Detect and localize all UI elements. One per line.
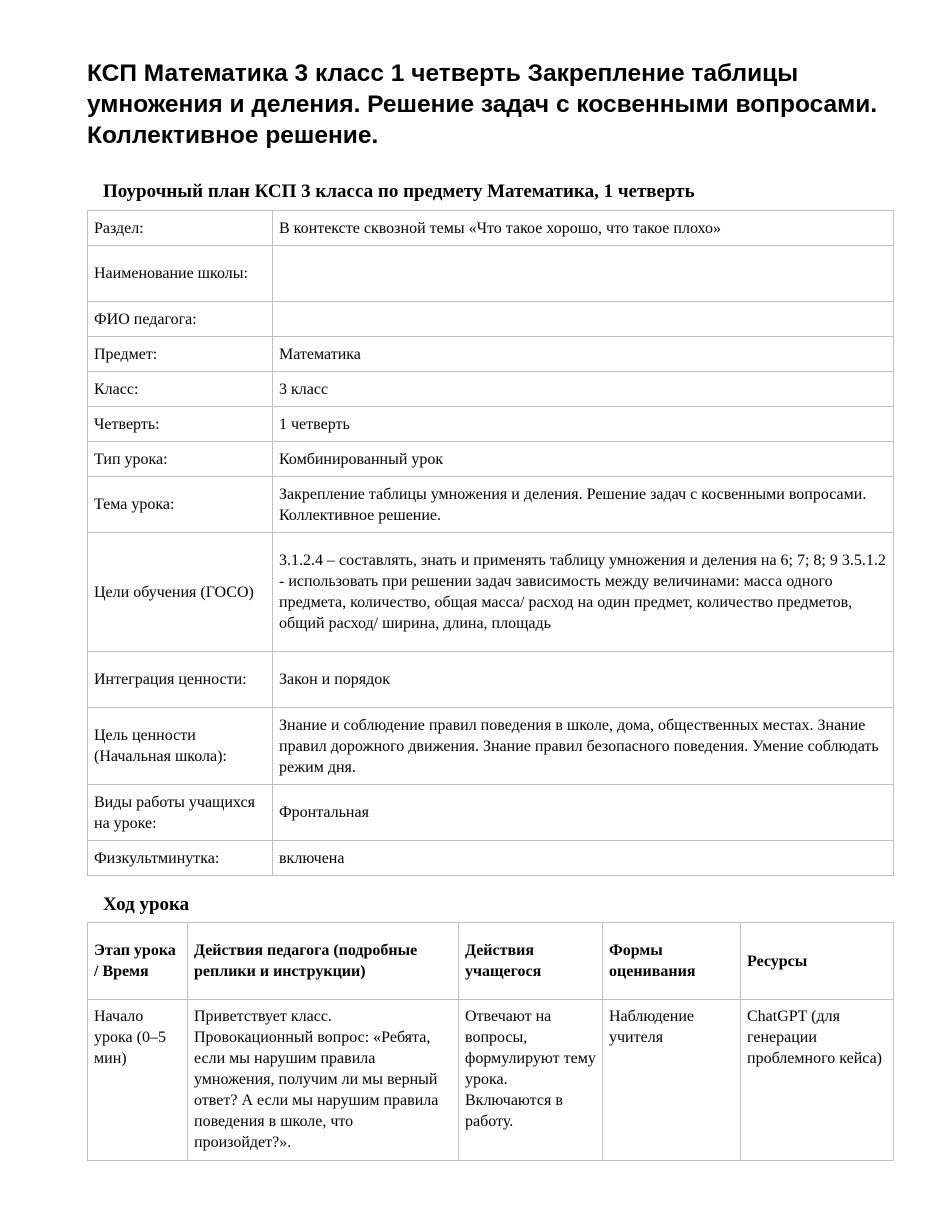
row-value: Знание и соблюдение правил поведения в школе, дома, общественных местах. Знание правил дорожного движения. Знание правил безопасного поведения. Умение соблюдать режим дня. [273,708,894,785]
table-row [88,407,894,442]
lesson-flow-table [87,922,894,1161]
cell-resources: ChatGPT (для генерации проблемного кейса) [741,1000,894,1161]
row-value: 3 класс [273,372,894,407]
row-value: В контексте сквозной темы «Что такое хорошо, что такое плохо» [273,211,894,246]
lesson-plan-table [87,210,894,876]
table-row [88,372,894,407]
table-row [88,1000,894,1161]
row-label: Тема урока: [88,477,273,533]
cell-stage: Начало урока (0–5 мин) [88,1000,188,1161]
row-label: ФИО педагога: [88,302,273,337]
row-value: включена [273,841,894,876]
column-header-resources: Ресурсы [741,923,894,1000]
lesson-flow-heading: Ход урока [103,894,190,915]
column-header-assessment: Формы оценивания [603,923,741,1000]
column-header-student-actions: Действия учащегося [459,923,603,1000]
row-value: Фронтальная [273,785,894,841]
row-value: Математика [273,337,894,372]
cell-student-actions: Отвечают на вопросы, формулируют тему урока. Включаются в работу. [459,1000,603,1161]
row-label: Цель ценности (Начальная школа): [88,708,273,785]
row-label: Интеграция ценности: [88,652,273,708]
row-label: Раздел: [88,211,273,246]
plan-heading: Поурочный план КСП 3 класса по предмету Математика, 1 четверть [103,181,695,202]
table-row [88,477,894,533]
table-header-row [88,923,894,1000]
row-label: Класс: [88,372,273,407]
row-label: Тип урока: [88,442,273,477]
row-label: Цели обучения (ГОСО) [88,533,273,652]
row-label: Наименование школы: [88,246,273,302]
table-row [88,708,894,785]
column-header-stage: Этап урока / Время [88,923,188,1000]
cell-assessment: Наблюдение учителя [603,1000,741,1161]
table-row [88,302,894,337]
table-row [88,442,894,477]
row-value: Закрепление таблицы умножения и деления. Решение задач с косвенными вопросами. Коллективное решение. [273,477,894,533]
row-value: 3.1.2.4 – составлять, знать и применять таблицу умножения и деления на 6; 7; 8; 9 3.5.1.2 - использовать при решении задач зависимость между величинами: масса одного предмета, количество, общая масса/ расход на один предмет, количество предметов, общий расход/ ширина, длина, площадь [273,533,894,652]
table-row [88,652,894,708]
table-row [88,841,894,876]
row-value: Закон и порядок [273,652,894,708]
table-row [88,337,894,372]
cell-teacher-actions: Приветствует класс. Провокационный вопрос: «Ребята, если мы нарушим правила умножения, получим ли мы верный ответ? А если мы нарушим правила поведения в школе, что произойдет?». [188,1000,459,1161]
table-row [88,785,894,841]
row-value [273,302,894,337]
table-row [88,533,894,652]
row-value: 1 четверть [273,407,894,442]
table-row [88,211,894,246]
row-label: Физкультминутка: [88,841,273,876]
row-label: Четверть: [88,407,273,442]
page-title: КСП Математика 3 класс 1 четверть Закрепление таблицы умножения и деления. Решение задач с косвенными вопросами. Коллективное решение. [87,60,878,149]
row-label: Предмет: [88,337,273,372]
row-label: Виды работы учащихся на уроке: [88,785,273,841]
table-row [88,246,894,302]
row-value: Комбинированный урок [273,442,894,477]
row-value [273,246,894,302]
column-header-teacher-actions: Действия педагога (подробные реплики и инструкции) [188,923,459,1000]
